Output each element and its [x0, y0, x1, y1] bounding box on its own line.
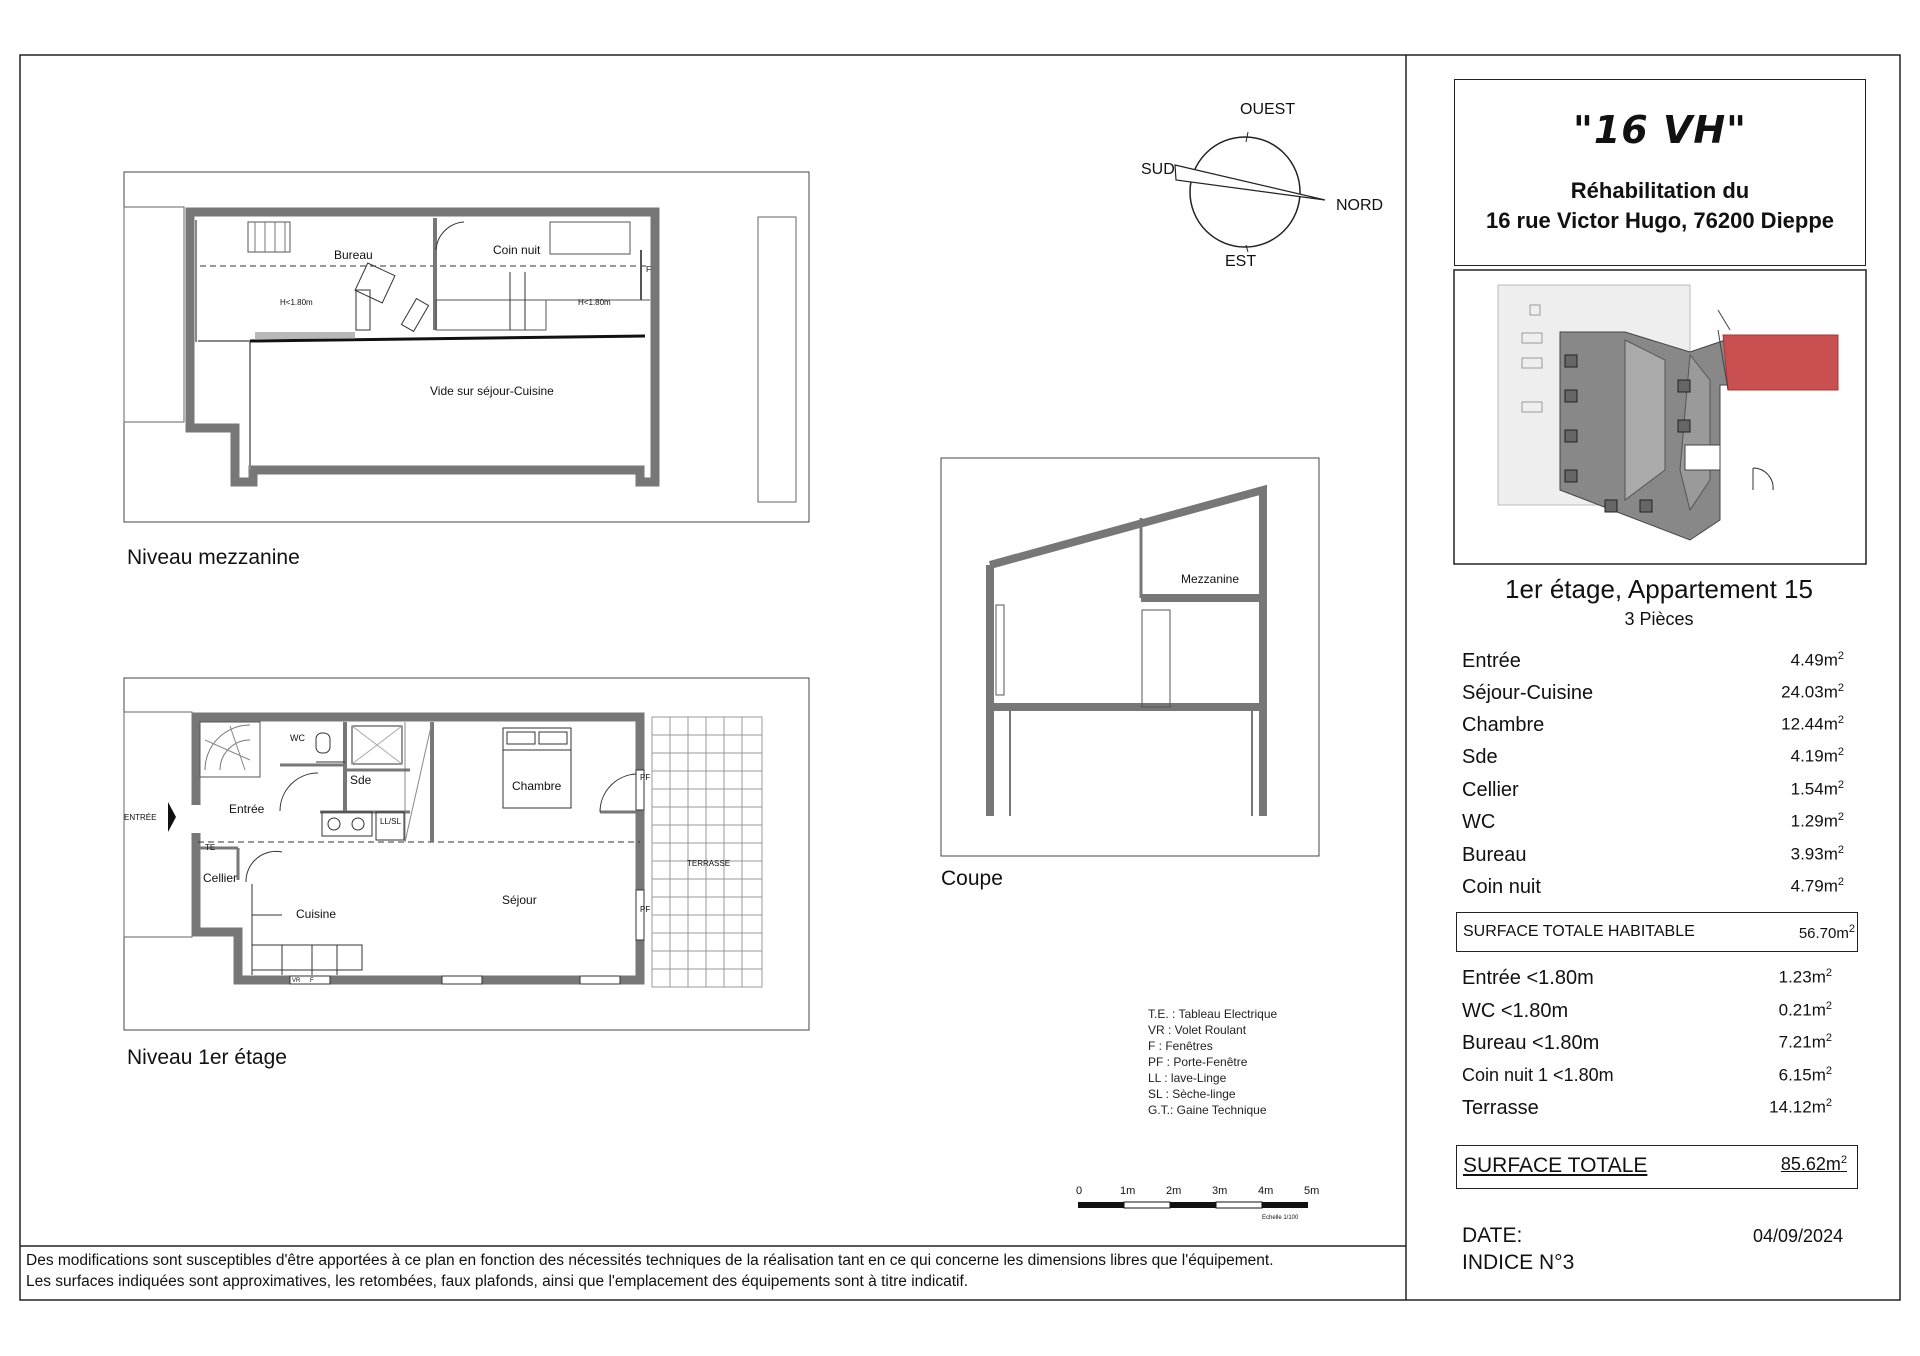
surface-value: 4.19m [1790, 746, 1838, 766]
other-surface-unit: 2 [1825, 1000, 1832, 1012]
floor-chambre: Chambre [512, 779, 562, 793]
other-surface-unit: 2 [1825, 1065, 1832, 1077]
scale-tick-3: 3m [1212, 1185, 1228, 1197]
surface-row [1462, 714, 1844, 746]
floor-pf-2: PF [640, 905, 651, 914]
index-label: INDICE N°3 [1462, 1251, 1575, 1274]
surface-name: Chambre [1462, 714, 1545, 736]
other-surface-value: 6.15m [1778, 1065, 1826, 1085]
grand-total-unit: 2 [1840, 1154, 1847, 1166]
legend-item: VR : Volet Roulant [1148, 1023, 1247, 1037]
other-surface-name: Coin nuit 1 <1.80m [1462, 1065, 1614, 1085]
other-surface-name: Entrée <1.80m [1462, 967, 1594, 989]
section-drawing [941, 458, 1319, 856]
surface-name: Coin nuit [1462, 876, 1541, 898]
surface-value: 3.93m [1790, 844, 1838, 864]
surface-value: 1.29m [1790, 811, 1838, 831]
project-code: "16 VH" [1573, 108, 1747, 152]
other-surface-unit: 2 [1825, 1097, 1832, 1109]
habitable-total-label: SURFACE TOTALE HABITABLE [1463, 923, 1695, 940]
surface-unit: 2 [1837, 714, 1844, 726]
title-block [1454, 79, 1866, 266]
abbreviations-legend [1148, 1006, 1277, 1118]
floor-llsl: LL/SL [380, 817, 401, 826]
scale-tick-4: 4m [1258, 1185, 1274, 1197]
surface-value: 12.44m [1781, 714, 1838, 734]
floor-entree: Entrée [229, 802, 265, 816]
surface-name: Bureau [1462, 844, 1527, 866]
other-surface-unit: 2 [1825, 967, 1832, 979]
surface-name: Séjour-Cuisine [1462, 682, 1594, 704]
scale-tick-2: 2m [1166, 1185, 1182, 1197]
other-surface-name: Terrasse [1462, 1097, 1539, 1119]
first-floor-plan [124, 678, 809, 1030]
floor-entree-door: ENTRÉE [124, 813, 157, 822]
surface-name: Cellier [1462, 779, 1519, 801]
mezz-height-1: H<1.80m [280, 298, 313, 307]
legend-item: F : Fenêtres [1148, 1039, 1213, 1053]
other-surface-unit: 2 [1825, 1032, 1832, 1044]
floor-pf-1: PF [640, 773, 651, 782]
scale-tick-0: 0 [1076, 1185, 1083, 1197]
caption-mezzanine: Niveau mezzanine [127, 546, 300, 569]
compass-north-label: NORD [1336, 197, 1384, 214]
floor-cuisine: Cuisine [296, 907, 337, 921]
surface-name: WC [1462, 811, 1496, 833]
apartment-rooms: 3 Pièces [1624, 609, 1694, 629]
surface-row [1462, 650, 1844, 682]
other-surface-row [1462, 967, 1832, 999]
disclaimer-line: Les surfaces indiquées sont approximatives, les retombées, faux plafonds, ainsi que l'emplacement des équipements sont à titre indicatif. [26, 1273, 969, 1290]
caption-section: Coupe [941, 867, 1003, 890]
surface-unit: 2 [1837, 650, 1844, 662]
mezz-height-2: H<1.80m [578, 298, 611, 307]
mezz-coin-nuit: Coin nuit [493, 243, 541, 257]
other-surface-row [1462, 1032, 1832, 1064]
floor-terrasse: TERRASSE [687, 859, 731, 868]
mezz-vide: Vide sur séjour-Cuisine [430, 384, 554, 398]
surface-unit: 2 [1837, 746, 1844, 758]
surface-value: 4.49m [1790, 650, 1838, 670]
grand-total-value: 85.62m [1780, 1154, 1841, 1174]
scale-bar [1078, 1202, 1308, 1208]
other-surface-name: Bureau <1.80m [1462, 1032, 1600, 1054]
grand-total-label: SURFACE TOTALE [1463, 1154, 1648, 1177]
floor-wc: WC [290, 733, 305, 743]
address-line-1: Réhabilitation du [1570, 178, 1750, 203]
habitable-total-unit: 2 [1848, 923, 1855, 935]
surface-name: Entrée [1462, 650, 1521, 672]
disclaimer [26, 1250, 1396, 1292]
other-surface-row [1462, 1097, 1832, 1129]
surface-row [1462, 779, 1844, 811]
scale-tick-5: 5m [1304, 1185, 1320, 1197]
scale-tick-1: 1m [1120, 1185, 1136, 1197]
surface-value: 4.79m [1790, 876, 1838, 896]
floor-sde: Sde [350, 773, 372, 787]
compass-west-label: OUEST [1240, 101, 1296, 118]
surface-row [1462, 746, 1844, 778]
compass-east-label: EST [1225, 253, 1257, 270]
surface-row [1462, 682, 1844, 714]
habitable-total-value: 56.70m [1798, 925, 1849, 942]
legend-item: SL : Sèche-linge [1148, 1087, 1236, 1101]
legend-item: G.T.: Gaine Technique [1148, 1103, 1267, 1117]
legend-item: T.E. : Tableau Electrique [1148, 1007, 1278, 1021]
disclaimer-line: Des modifications sont susceptibles d'être apportées à ce plan en fonction des nécessités techniques de la réalisation tant en ce qui concerne les dimensions libres que l'équipement. [26, 1252, 1274, 1269]
mezz-bureau: Bureau [334, 248, 373, 262]
address-line-2: 16 rue Victor Hugo, 76200 Dieppe [1485, 208, 1835, 233]
surface-unit: 2 [1837, 876, 1844, 888]
mezz-window: F [646, 265, 651, 274]
surface-value: 24.03m [1781, 682, 1838, 702]
surface-row [1462, 811, 1844, 843]
other-surface-value: 14.12m [1769, 1097, 1826, 1117]
floor-window-f: F [310, 978, 314, 984]
grand-total-box [1456, 1145, 1858, 1189]
mezzanine-plan [124, 172, 809, 522]
surface-value: 1.54m [1790, 779, 1838, 799]
date-value: 04/09/2024 [1753, 1226, 1844, 1246]
legend-item: LL : lave-Linge [1148, 1071, 1227, 1085]
caption-first-floor: Niveau 1er étage [127, 1046, 287, 1069]
habitable-total-box [1456, 912, 1858, 952]
floor-cellier: Cellier [203, 871, 238, 885]
date-label: DATE: [1462, 1224, 1523, 1247]
key-plan [1454, 270, 1866, 564]
surface-unit: 2 [1837, 844, 1844, 856]
floor-te: TE [205, 843, 216, 852]
other-surface-value: 7.21m [1778, 1032, 1826, 1052]
other-surface-name: WC <1.80m [1462, 1000, 1569, 1022]
surface-unit: 2 [1837, 811, 1844, 823]
other-surface-row [1462, 1065, 1832, 1097]
surface-row [1462, 844, 1844, 876]
surface-unit: 2 [1837, 682, 1844, 694]
apartment-title: 1er étage, Appartement 15 [1505, 574, 1813, 604]
floor-vr: VR [292, 978, 301, 984]
floor-sejour: Séjour [502, 893, 537, 907]
surface-unit: 2 [1837, 779, 1844, 791]
section-mezzanine-label: Mezzanine [1181, 572, 1240, 586]
surface-name: Sde [1462, 746, 1498, 768]
other-surface-value: 1.23m [1778, 967, 1826, 987]
compass [1175, 132, 1325, 252]
other-surface-row [1462, 1000, 1832, 1032]
compass-south-label: SUD [1141, 161, 1175, 178]
other-surface-value: 0.21m [1778, 1000, 1826, 1020]
scale-note: Echelle 1/100 [1262, 1215, 1299, 1221]
surface-row [1462, 876, 1844, 908]
legend-item: PF : Porte-Fenêtre [1148, 1055, 1248, 1069]
